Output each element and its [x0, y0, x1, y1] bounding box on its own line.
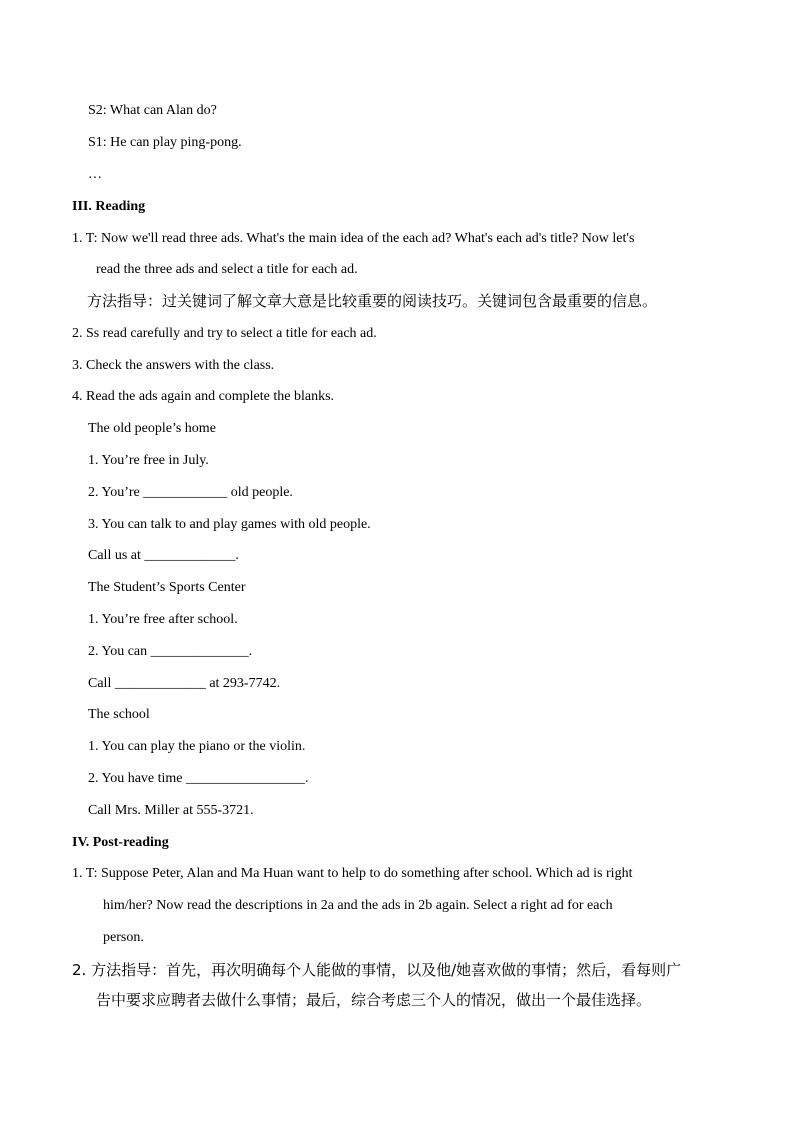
ad-2-line-1: 1. You’re free after school. — [88, 612, 238, 627]
section-heading-post-reading: IV. Post-reading — [72, 835, 169, 850]
ad-3-line-2: 2. You have time _________________. — [88, 771, 309, 786]
reading-item-1-line-1: 1. T: Now we'll read three ads. What's the main idea of the each ad? What's each ad's title? Now let's — [72, 231, 635, 246]
ad-1-title: The old people’s home — [88, 421, 216, 436]
post-reading-item-2-line-2: 告中要求应聘者去做什么事情；最后，综合考虑三个人的情况，做出一个最佳选择。 — [96, 991, 652, 1009]
post-reading-item-2-line-1: 2. 方法指导：首先，再次明确每个人能做的事情，以及他/她喜欢做的事情；然后，看每则广 — [72, 961, 682, 979]
ad-1-line-2: 2. You’re ____________ old people. — [88, 485, 293, 500]
reading-item-2: 2. Ss read carefully and try to select a title for each ad. — [72, 326, 377, 341]
post-reading-item-1-line-1: 1. T: Suppose Peter, Alan and Ma Huan want to help to do something after school. Which ad is right — [72, 866, 633, 881]
reading-item-4: 4. Read the ads again and complete the blanks. — [72, 389, 335, 404]
ad-1-line-1: 1. You’re free in July. — [88, 453, 209, 468]
reading-item-3: 3. Check the answers with the class. — [72, 358, 275, 373]
reading-method-note: 方法指导：过关键词了解文章大意是比较重要的阅读技巧。关键词包含最重要的信息。 — [87, 292, 658, 310]
ad-1-call: Call us at _____________. — [88, 548, 239, 563]
post-reading-item-1-line-2: him/her? Now read the descriptions in 2a and the ads in 2b again. Select a right ad for each — [103, 898, 613, 913]
reading-item-1-line-2: read the three ads and select a title for each ad. — [96, 262, 358, 277]
dialog-ellipsis: … — [88, 167, 102, 182]
dialog-line-s1: S1: He can play ping-pong. — [88, 135, 242, 150]
ad-3-title: The school — [88, 707, 150, 722]
dialog-line-s2: S2: What can Alan do? — [88, 103, 217, 118]
post-reading-item-1-line-3: person. — [103, 930, 144, 945]
ad-3-call: Call Mrs. Miller at 555-3721. — [88, 803, 254, 818]
ad-2-call: Call _____________ at 293-7742. — [88, 676, 281, 691]
ad-2-title: The Student’s Sports Center — [88, 580, 246, 595]
ad-1-line-3: 3. You can talk to and play games with old people. — [88, 517, 371, 532]
ad-2-line-2: 2. You can ______________. — [88, 644, 253, 659]
ad-3-line-1: 1. You can play the piano or the violin. — [88, 739, 306, 754]
section-heading-reading: III. Reading — [72, 199, 146, 214]
